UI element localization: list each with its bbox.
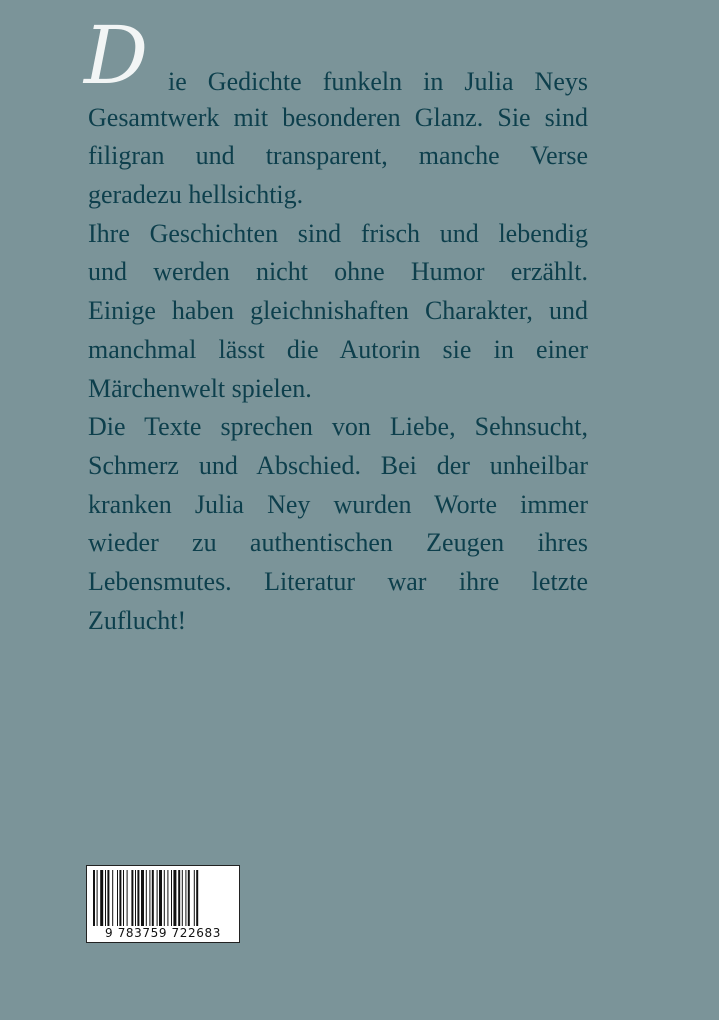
barcode-bar (112, 870, 113, 926)
blurb-text-line: wieder zu authentischen Zeugen ihres (88, 528, 588, 558)
barcode-bar (149, 870, 150, 926)
blurb-text-line: Schmerz und Abschied. Bei der unheilbar (88, 450, 588, 480)
barcode-bar (178, 870, 180, 926)
barcode-bar (146, 870, 147, 926)
blurb-text-line: Märchenwelt spielen. (88, 373, 312, 403)
blurb-text-line: Einige haben gleichnishaften Charakter, und (88, 296, 588, 326)
blurb-text-line: Lebensmutes. Literatur war ihre letzte (88, 566, 588, 596)
isbn-barcode (86, 865, 240, 943)
barcode-bar (107, 870, 109, 926)
blurb-text-line: filigran und transparent, manche Verse (88, 141, 588, 171)
barcode-bar (117, 870, 118, 926)
barcode-bar (188, 870, 190, 926)
barcode-bar (93, 870, 95, 926)
barcode-bar (135, 870, 136, 926)
barcode-bar (196, 870, 198, 926)
barcode-bar (164, 870, 165, 926)
isbn-number: 9 783759 722683 (105, 926, 221, 940)
barcode-bar (131, 870, 133, 926)
barcode-bar (173, 870, 176, 926)
barcode-bar (157, 870, 158, 926)
blurb-text-line: ie Gedichte funkeln in Julia Neys (168, 67, 588, 96)
blurb-text-line: Gesamtwerk mit besonderen Glanz. Sie sind (88, 102, 588, 132)
barcode-bar (105, 870, 106, 926)
blurb-text-line: manchmal lässt die Autorin sie in einer (88, 334, 588, 364)
blurb-text-line: und werden nicht ohne Humor erzählt. (88, 257, 588, 287)
blurb-line-1 (84, 9, 588, 102)
barcode-bar (185, 870, 186, 926)
blurb-text-line: Die Texte sprechen von Liebe, Sehnsucht, (88, 412, 588, 442)
barcode-bars (93, 870, 233, 926)
barcode-bar (97, 870, 98, 926)
barcode-bar (123, 870, 124, 926)
barcode-bar (137, 870, 139, 926)
barcode-bar (182, 870, 183, 926)
blurb-text-line: Ihre Geschichten sind frisch und lebendig (88, 218, 588, 248)
barcode-bar (127, 870, 128, 926)
blurb-text-line: Zuflucht! (88, 605, 187, 635)
decorative-initial (84, 9, 168, 102)
initial-letter: D (84, 9, 149, 102)
barcode-bar (167, 870, 168, 926)
blurb-text-line: kranken Julia Ney wurden Worte immer (88, 489, 588, 519)
barcode-bar (119, 870, 121, 926)
barcode-bar (159, 870, 162, 926)
barcode-bar (141, 870, 144, 926)
barcode-bar (171, 870, 172, 926)
barcode-bar (194, 870, 195, 926)
barcode-bar (152, 870, 154, 926)
back-cover-blurb (84, 9, 588, 640)
blurb-text-line: geradezu hellsichtig. (88, 180, 304, 210)
barcode-bar (100, 870, 103, 926)
